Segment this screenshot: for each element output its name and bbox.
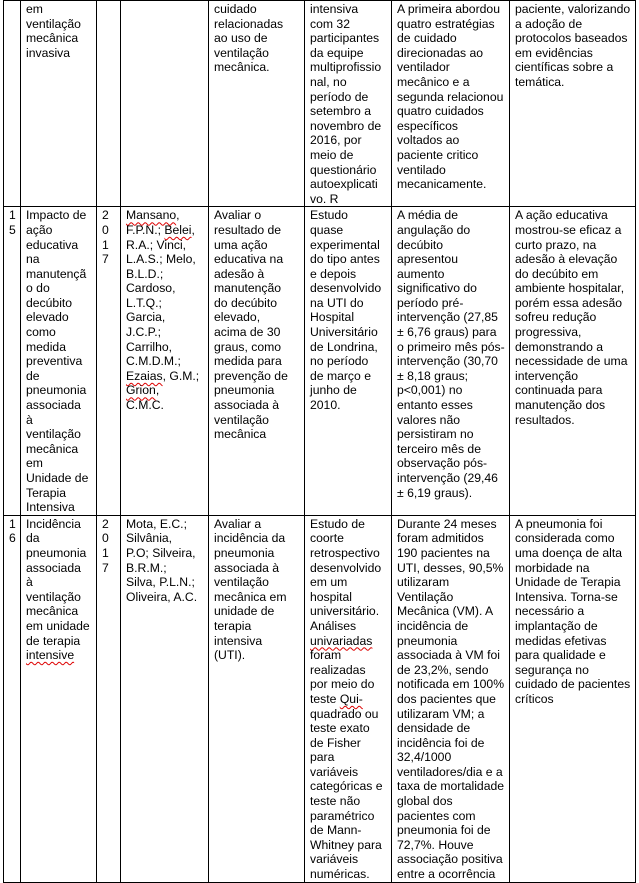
cell-text-line: relacionadas: [214, 16, 284, 31]
cell-text-line: medida para: [214, 354, 282, 369]
cell-text-line: na UTI do: [310, 295, 364, 310]
cell-text-line: adesão à elevação: [515, 252, 618, 267]
cell-text-line: J.C.P.;: [126, 325, 161, 340]
cell-text-line: graus, como: [214, 339, 282, 354]
cell-text-line: L.T.Q.;: [126, 295, 162, 310]
cell-text-line: invasiva: [26, 45, 71, 60]
cell-text-line: Unidade de Terapia: [515, 575, 621, 590]
cell-text-line: ao uso de: [214, 31, 268, 46]
cell-text-line: elevado: [26, 310, 69, 325]
cell-text-line: prevenção de: [214, 368, 288, 383]
cell-text-line: paramétrico: [310, 808, 375, 823]
title-cell: [21, 207, 97, 515]
cell-text-line: em: [26, 2, 43, 16]
cell-text-line: período pré-: [397, 295, 464, 310]
cell-text-line: acima de 30: [214, 325, 281, 340]
cell-text-line: Avaliar o: [214, 208, 262, 223]
cell-text-line: autoexplicati: [310, 177, 378, 192]
cell-text-line: mecânica: [26, 441, 79, 456]
cell-text-line: 5: [9, 222, 16, 237]
cell-text-line: a adoção de: [515, 16, 583, 31]
cell-text-line: ventilado: [397, 162, 446, 177]
row-number-cell: [4, 515, 21, 882]
cell-text-line: direcionadas ao: [397, 45, 484, 60]
cell-text-line: segurança no: [515, 662, 589, 677]
cell-text-line: Mansano,: [126, 208, 180, 223]
cell-text-line: meio de: [310, 147, 354, 162]
cell-text-line: taxa de mortalidade: [397, 779, 505, 794]
cell-text-line: cuidado: [214, 2, 257, 16]
cell-text-line: UTI, desses, 90,5%: [397, 560, 504, 575]
conclusion-cell: [510, 1, 636, 207]
objective-cell: [209, 1, 305, 207]
cell-text-line: necessidade de uma: [515, 354, 628, 369]
cell-text-line: e depois: [310, 266, 357, 281]
cell-text-line: 190 pacientes na: [397, 545, 490, 560]
cell-text-line: Ventilação: [397, 589, 454, 604]
cell-text-line: quase: [310, 222, 344, 237]
cell-text-line: Whitney para: [310, 837, 382, 852]
cell-text-line: pneumonia: [26, 383, 87, 398]
cell-text-line: participantes: [310, 31, 380, 46]
cell-text-line: mecânica: [214, 427, 267, 442]
cell-text-line: global dos: [397, 794, 453, 809]
cell-text-line: uma doença de alta: [515, 545, 623, 560]
cell-text-line: numéricas.: [310, 867, 370, 882]
cell-text-line: desenvolvido: [310, 560, 382, 575]
cell-text-line: de terapia: [26, 633, 81, 648]
cell-text-line: Carrilho,: [126, 339, 173, 354]
cell-text-line: R.A.; Vinci,: [126, 237, 187, 252]
cell-text-line: à: [26, 412, 33, 427]
cell-text-line: associada: [26, 560, 81, 575]
cell-text-line: A primeira abordou: [397, 2, 500, 16]
cell-text-line: como: [26, 325, 56, 340]
cell-text-line: pacientes com: [397, 808, 476, 823]
cell-text-line: dos pacientes que: [397, 691, 496, 706]
cell-text-line: de março e: [310, 368, 371, 383]
cell-text-line: variáveis: [310, 852, 359, 867]
method-cell: [305, 1, 392, 207]
cell-text-line: multiprofissio: [310, 60, 382, 75]
cell-text-line: L.A.S.; Melo,: [126, 252, 196, 267]
results-cell: [392, 1, 510, 207]
cell-text-line: manutenção dos: [515, 398, 606, 413]
authors-cell: [121, 1, 209, 207]
cell-text-line: morbidade na: [515, 560, 590, 575]
cell-text-line: da: [26, 531, 40, 546]
method-cell: [305, 207, 392, 515]
cell-text-line: implantação de: [515, 618, 598, 633]
cell-text-line: ventilação: [26, 427, 81, 442]
cell-text-line: associada à: [214, 398, 280, 413]
cell-text-line: pneumonia foi de: [397, 823, 491, 838]
cell-text-line: Durante 24 meses: [397, 516, 497, 531]
cell-text-line: período de: [310, 89, 369, 104]
cell-text-line: de Mann-: [310, 823, 362, 838]
conclusion-cell: [510, 207, 636, 515]
cell-text-line: unidade de: [214, 604, 275, 619]
cell-text-line: o do: [26, 281, 50, 296]
cell-text-line: Universitário: [310, 325, 378, 340]
cell-text-line: Hospital: [310, 310, 355, 325]
cell-text-line: ± 8,18 graus;: [397, 368, 469, 383]
row-number-cell: [4, 1, 21, 207]
cell-text-line: questionário: [310, 162, 377, 177]
cell-text-line: Grion,: [126, 383, 160, 398]
cell-text-line: hospital: [310, 589, 353, 604]
cell-text-line: 1: [102, 545, 109, 560]
objective-cell: [209, 207, 305, 515]
cell-text-line: ventiladores/dia e a: [397, 764, 503, 779]
cell-text-line: novembro de: [310, 118, 382, 133]
cell-text-line: mecânica: [26, 31, 79, 46]
cell-text-line: Análises: [310, 618, 357, 633]
cell-text-line: 2: [102, 516, 109, 531]
cell-text-line: observação pós-: [397, 456, 488, 471]
cell-text-line: intervenção (30,70: [397, 354, 498, 369]
cell-text-line: teste não: [310, 794, 361, 809]
cell-text-line: entanto esses: [397, 398, 473, 413]
cell-text-line: 7: [102, 560, 109, 575]
cell-text-line: ± 6,76 graus) para: [397, 325, 497, 340]
cell-text-line: incidência de: [397, 618, 469, 633]
cell-text-line: científicas sobre a: [515, 60, 614, 75]
cell-text-line: foram: [310, 648, 342, 663]
results-cell: [392, 207, 510, 515]
cell-text-line: preventiva: [26, 354, 83, 369]
cell-text-line: medidas efetivas: [515, 633, 607, 648]
cell-text-line: 7: [102, 252, 109, 267]
cell-text-line: associada à VM foi: [397, 648, 500, 663]
cell-text-line: utilizaram VM; a: [397, 706, 485, 721]
cell-text-line: protocolos baseados: [515, 31, 628, 46]
cell-text-line: uma ação: [214, 237, 268, 252]
cell-text-line: mecânica em: [214, 589, 287, 604]
cell-text-line: entre a ocorrência: [397, 867, 496, 882]
cell-text-line: decúbito: [26, 295, 73, 310]
cell-text-line: apresentou: [397, 252, 458, 267]
cell-text-line: setembro a: [310, 104, 371, 119]
cell-text-line: intervenção: [515, 368, 579, 383]
cell-text-line: persistiram no: [397, 427, 474, 442]
conclusion-cell: [510, 515, 636, 882]
cell-text-line: ± 6,19 graus).: [397, 485, 473, 500]
cell-text-line: mecânica.: [214, 60, 270, 75]
cell-text-line: foram admitidos: [397, 531, 484, 546]
year-cell: [97, 207, 121, 515]
cell-text-line: de cuidado: [397, 31, 457, 46]
cell-text-line: Estudo de: [310, 516, 365, 531]
cell-text-line: da equipe: [310, 45, 364, 60]
cell-text-line: paciente critico: [397, 147, 479, 162]
title-cell: [21, 1, 97, 207]
cell-text-line: quadrado ou: [310, 706, 379, 721]
cell-text-line: aumento: [397, 266, 445, 281]
cell-text-line: Estudo: [310, 208, 348, 223]
cell-text-line: para qualidade e: [515, 648, 606, 663]
cell-text-line: ventilação: [214, 575, 269, 590]
cell-text-line: 0: [102, 531, 109, 546]
cell-text-line: o primeiro mês pós-: [397, 339, 505, 354]
cell-text-line: Ezaias, G.M.;: [126, 368, 200, 383]
cell-text-line: ventilação: [214, 45, 269, 60]
cell-text-line: p<0,001) no: [397, 383, 463, 398]
cell-text-line: ambiente hospitalar,: [515, 281, 625, 296]
cell-text-line: paciente, valorizando: [515, 2, 631, 16]
cell-text-line: resultado de: [214, 222, 282, 237]
cell-text-line: quatro cuidados: [397, 104, 484, 119]
cell-text-line: manutenção: [214, 281, 282, 296]
cell-text-line: associada: [26, 398, 81, 413]
cell-text-line: sofreu redução: [515, 310, 597, 325]
cell-text-line: Intensiva. Torna-se: [515, 589, 618, 604]
cell-text-line: em unidade: [26, 618, 90, 633]
cell-text-line: A ação educativa: [515, 208, 608, 223]
cell-text-line: angulação do: [397, 222, 471, 237]
cell-text-line: ventilador: [397, 60, 450, 75]
cell-text-line: necessário a: [515, 604, 585, 619]
cell-text-line: 2016, por: [310, 133, 362, 148]
cell-text-line: críticos: [515, 691, 554, 706]
cell-text-line: B.R.M.;: [126, 560, 167, 575]
cell-text-line: mecânica: [26, 604, 79, 619]
cell-text-line: A média de: [397, 208, 458, 223]
cell-text-line: categóricas e: [310, 779, 383, 794]
cell-text-line: manutençã: [26, 266, 87, 281]
cell-text-line: 72,7%. Houve: [397, 837, 474, 852]
cell-text-line: segunda relacionou: [397, 89, 504, 104]
cell-text-line: Terapia: [26, 485, 66, 500]
cell-text-line: Unidade de: [26, 471, 89, 485]
cell-text-line: pneumonia: [214, 383, 275, 398]
row-number-cell: [4, 207, 21, 515]
cell-text-line: intervenção (27,85: [397, 310, 498, 325]
table-row: [4, 1, 636, 207]
cell-text-line: para: [310, 750, 335, 765]
cell-text-line: Cardoso,: [126, 281, 176, 296]
cell-text-line: A pneumonia foi: [515, 516, 603, 531]
cell-text-line: F.P.N.; Belei,: [126, 222, 195, 237]
cell-text-line: univariadas: [310, 633, 373, 648]
cell-text-line: significativo do: [397, 281, 477, 296]
cell-text-line: em evidências: [515, 45, 593, 60]
cell-text-line: ventilação: [214, 412, 269, 427]
objective-cell: [209, 515, 305, 882]
cell-text-line: Impacto de: [26, 208, 87, 223]
cell-text-line: (UTI).: [214, 648, 246, 663]
cell-text-line: terceiro mês de: [397, 441, 481, 456]
cell-text-line: teste exato: [310, 721, 370, 736]
cell-text-line: educativa: [26, 237, 79, 252]
cell-text-line: universitário.: [310, 604, 380, 619]
cell-text-line: incidência foi de: [397, 735, 485, 750]
cell-text-line: de Fisher: [310, 735, 361, 750]
cell-text-line: terapia: [214, 618, 252, 633]
literature-review-table: [3, 0, 636, 883]
cell-text-line: de Londrina,: [310, 339, 378, 354]
cell-text-line: realizadas: [310, 662, 366, 677]
cell-text-line: demonstrando a: [515, 339, 604, 354]
title-cell: [21, 515, 97, 882]
cell-text-line: pneumonia: [26, 545, 87, 560]
cell-text-line: intensive: [26, 648, 75, 663]
cell-text-line: específicos: [397, 118, 458, 133]
cell-text-line: experimental: [310, 237, 380, 252]
cell-text-line: junho de: [310, 383, 357, 398]
cell-text-line: Silvânia,: [126, 531, 173, 546]
year-cell: [97, 515, 121, 882]
cell-text-line: adesão à: [214, 266, 265, 281]
cell-text-line: voltados ao: [397, 133, 460, 148]
cell-text-line: P.O; Silveira,: [126, 545, 196, 560]
cell-text-line: densidade de: [397, 721, 471, 736]
cell-text-line: variáveis: [310, 764, 359, 779]
cell-text-line: mostrou-se eficaz a: [515, 222, 622, 237]
cell-text-line: quatro estratégias: [397, 16, 495, 31]
cell-text-line: ventilação: [26, 589, 81, 604]
cell-text-line: temática.: [515, 74, 565, 89]
cell-text-line: teste Qui-: [310, 691, 363, 706]
cell-text-line: curto prazo, na: [515, 237, 597, 252]
cell-text-line: 1: [102, 237, 109, 252]
cell-text-line: utilizaram: [397, 575, 450, 590]
cell-text-line: 1: [9, 516, 16, 531]
cell-text-line: Silva, P.L.N.;: [126, 575, 195, 590]
cell-text-line: associada à: [214, 560, 280, 575]
cell-text-line: no período: [310, 354, 369, 369]
cell-text-line: intensiva: [214, 633, 263, 648]
cell-text-line: 2010.: [310, 398, 341, 413]
cell-text-line: ventilação: [26, 16, 81, 31]
cell-text-line: com 32: [310, 16, 350, 31]
cell-text-line: mecânico e a: [397, 74, 470, 89]
cell-text-line: 1: [9, 208, 16, 223]
cell-text-line: ação: [26, 222, 53, 237]
results-cell: [392, 515, 510, 882]
cell-text-line: considerada como: [515, 531, 615, 546]
cell-text-line: do decúbito: [214, 295, 278, 310]
cell-text-line: Mota, E.C.;: [126, 516, 187, 531]
cell-text-line: continuada para: [515, 383, 603, 398]
method-cell: [305, 515, 392, 882]
cell-text-line: por meio do: [310, 677, 375, 692]
cell-text-line: valores não: [397, 412, 461, 427]
cell-text-line: notificada em 100%: [397, 677, 505, 692]
cell-text-line: retrospectivo: [310, 545, 380, 560]
cell-text-line: porém essa adesão: [515, 295, 623, 310]
cell-text-line: C.M.D.M.;: [126, 354, 181, 369]
authors-cell: [121, 515, 209, 882]
cell-text-line: do tipo antes: [310, 252, 380, 267]
cell-text-line: Avaliar a: [214, 516, 262, 531]
cell-text-line: do decúbito em: [515, 266, 599, 281]
cell-text-line: elevado,: [214, 310, 261, 325]
cell-text-line: associação positiva: [397, 852, 503, 867]
cell-text-line: decúbito: [397, 237, 444, 252]
cell-text-line: Incidência: [26, 516, 81, 531]
cell-text-line: 6: [9, 531, 16, 546]
cell-text-line: progressiva,: [515, 325, 582, 340]
cell-text-line: nal, no: [310, 74, 347, 89]
cell-text-line: medida: [26, 339, 66, 354]
cell-text-line: 0: [102, 222, 109, 237]
cell-text-line: B.L.D.;: [126, 266, 164, 281]
cell-text-line: 32,4/1000: [397, 750, 452, 765]
cell-text-line: em um: [310, 575, 348, 590]
cell-text-line: resultados.: [515, 412, 575, 427]
cell-text-line: cuidado de pacientes: [515, 677, 631, 692]
cell-text-line: de: [26, 368, 40, 383]
cell-text-line: vo. R: [310, 191, 339, 206]
cell-text-line: mecanicamente.: [397, 177, 487, 192]
cell-text-line: pneumonia: [214, 545, 275, 560]
cell-text-line: 2: [102, 208, 109, 223]
authors-cell: [121, 207, 209, 515]
cell-text-line: intervenção (29,46: [397, 471, 498, 485]
cell-text-line: em: [26, 456, 43, 471]
cell-text-line: desenvolvido: [310, 281, 382, 296]
table-row: [4, 207, 636, 515]
cell-text-line: intensiva: [310, 2, 359, 16]
cell-text-line: coorte: [310, 531, 344, 546]
cell-text-line: incidência da: [214, 531, 286, 546]
cell-text-line: à: [26, 575, 33, 590]
cell-text-line: C.M.C.: [126, 398, 164, 413]
cell-text-line: Mecânica (VM). A: [397, 604, 494, 619]
cell-text-line: pneumonia: [397, 633, 458, 648]
cell-text-line: educativa na: [214, 252, 284, 267]
table-row: [4, 515, 636, 882]
cell-text-line: Oliveira, A.C.: [126, 589, 198, 604]
cell-text-line: Intensiva: [26, 500, 75, 515]
cell-text-line: na: [26, 252, 40, 267]
cell-text-line: Garcia,: [126, 310, 166, 325]
year-cell: [97, 1, 121, 207]
cell-text-line: de 23,2%, sendo: [397, 662, 489, 677]
